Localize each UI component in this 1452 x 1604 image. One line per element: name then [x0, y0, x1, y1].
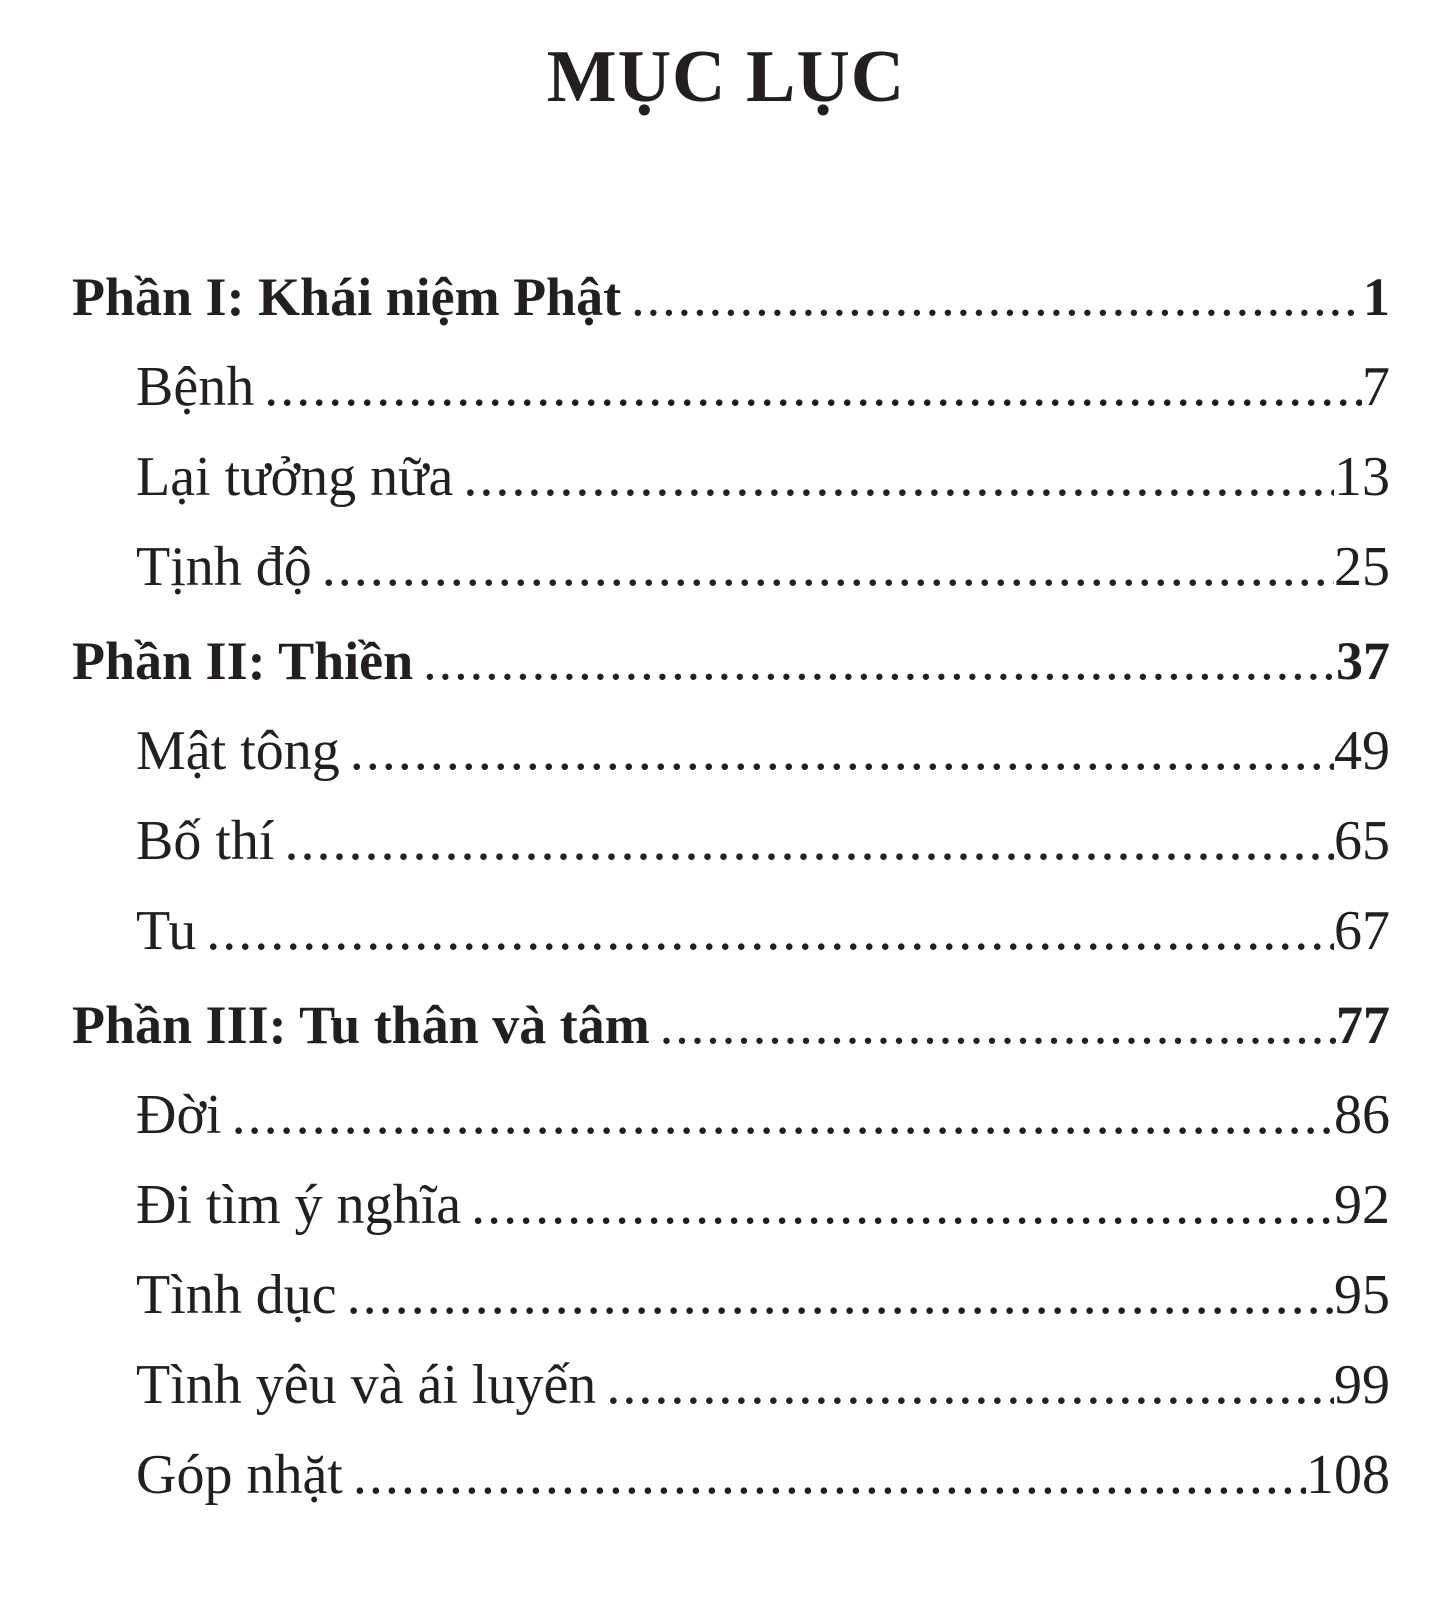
page-title: MỤC LỤC — [546, 36, 906, 118]
toc-entry-title: Phần I: Khái niệm Phật — [72, 267, 622, 327]
toc-page-number: 7 — [1362, 356, 1390, 418]
toc-entry-title: Lại tưởng nữa — [136, 446, 454, 508]
dot-leader — [337, 1250, 1334, 1340]
toc-chapter-tinh-do[interactable] — [72, 522, 1390, 612]
toc-page-number: 25 — [1334, 536, 1390, 598]
toc-entry-title: Đời — [136, 1084, 222, 1146]
dot-leader — [453, 432, 1334, 522]
toc-page-number: 77 — [1336, 995, 1390, 1055]
toc-page-number: 37 — [1336, 631, 1390, 691]
dot-leader — [650, 980, 1336, 1070]
dot-leader — [254, 342, 1362, 432]
toc-entry-title: Bố thí — [136, 810, 275, 872]
toc-entry-title: Phần II: Thiền — [72, 631, 414, 691]
toc-part-3[interactable] — [72, 980, 1390, 1070]
dot-leader — [274, 796, 1334, 886]
toc-page-number: 86 — [1334, 1084, 1390, 1146]
toc-chapter-bo-thi[interactable] — [72, 796, 1390, 886]
toc-entry-title: Bệnh — [136, 356, 255, 418]
dot-leader — [596, 1340, 1334, 1430]
toc-chapter-tinh-duc[interactable] — [72, 1250, 1390, 1340]
toc-chapter-benh[interactable] — [72, 342, 1390, 432]
toc-page-number: 65 — [1334, 810, 1390, 872]
toc-page-number: 99 — [1334, 1354, 1390, 1416]
dot-leader — [461, 1160, 1334, 1250]
dot-leader — [222, 1070, 1334, 1160]
dot-leader — [340, 706, 1334, 796]
dot-leader — [413, 616, 1336, 706]
toc-entry-title: Góp nhặt — [136, 1444, 343, 1506]
toc-chapter-doi[interactable] — [72, 1070, 1390, 1160]
toc-entry-title: Mật tông — [136, 720, 340, 782]
toc-entry-title: Đi tìm ý nghĩa — [136, 1174, 462, 1236]
toc-page-number: 13 — [1334, 446, 1390, 508]
toc-page-number: 95 — [1334, 1264, 1390, 1326]
toc-page-number: 67 — [1334, 900, 1390, 962]
toc-entry-title: Phần III: Tu thân và tâm — [72, 995, 650, 1055]
dot-leader — [621, 252, 1363, 342]
toc-chapter-tu[interactable] — [72, 886, 1390, 976]
dot-leader — [343, 1430, 1306, 1520]
toc-page-number: 1 — [1363, 267, 1390, 327]
toc-part-1[interactable] — [72, 252, 1390, 342]
toc-page-number: 49 — [1334, 720, 1390, 782]
toc-chapter-lai-tuong-nua[interactable] — [72, 432, 1390, 522]
toc-entry-title: Tịnh độ — [136, 536, 312, 598]
toc-chapter-mat-tong[interactable] — [72, 706, 1390, 796]
toc-chapter-di-tim-y-nghia[interactable] — [72, 1160, 1390, 1250]
toc-chapter-tinh-yeu-va-ai-luyen[interactable] — [72, 1340, 1390, 1430]
toc-entry-title: Tu — [136, 900, 197, 962]
toc-chapter-gop-nhat[interactable] — [72, 1430, 1390, 1520]
toc-page-number: 108 — [1306, 1444, 1390, 1506]
toc-entry-title: Tình yêu và ái luyến — [136, 1354, 597, 1416]
dot-leader — [312, 522, 1334, 612]
dot-leader — [196, 886, 1334, 976]
toc-entry-title: Tình dục — [136, 1264, 337, 1326]
table-of-contents — [72, 252, 1390, 1520]
toc-page-number: 92 — [1334, 1174, 1390, 1236]
toc-part-2[interactable] — [72, 616, 1390, 706]
